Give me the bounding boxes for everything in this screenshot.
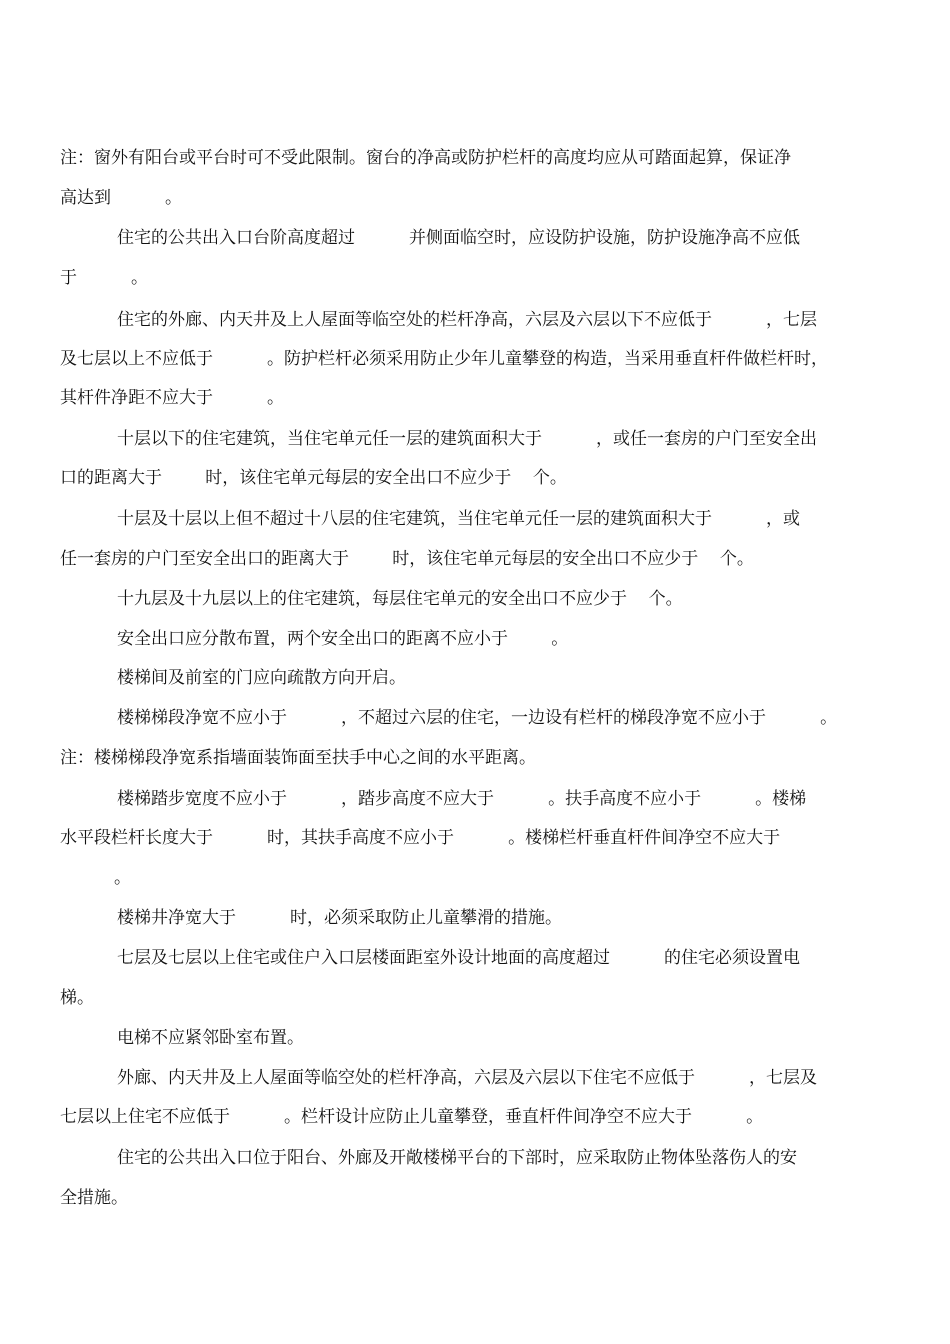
text-line: 住宅的外廊、内天井及上人屋面等临空处的栏杆净高，六层及六层以下不应低于 ，七层 [117,310,818,330]
text-line: 安全出口应分散布置，两个安全出口的距离不应小于 。 [117,629,569,649]
text-line: 水平段栏杆长度大于 时，其扶手高度不应小于 。楼梯栏杆垂直杆件间净空不应大于 [60,828,781,848]
text-line: 外廊、内天井及上人屋面等临空处的栏杆净高，六层及六层以下住宅不应低于 ，七层及 [117,1068,818,1088]
text-line: 七层及七层以上住宅或住户入口层楼面距室外设计地面的高度超过 的住宅必须设置电 [117,948,801,968]
text-line: 十层及十层以上但不超过十八层的住宅建筑，当住宅单元任一层的建筑面积大于 ，或 [117,509,801,529]
text-line: 注：窗外有阳台或平台时可不受此限制。窗台的净高或防护栏杆的高度均应从可踏面起算，保证净 [60,148,791,168]
text-line: 十九层及十九层以上的住宅建筑，每层住宅单元的安全出口不应少于 个。 [117,589,683,609]
text-line: 楼梯踏步宽度不应小于 ，踏步高度不应大于 。扶手高度不应小于 。楼梯 [117,789,807,809]
text-line: 楼梯梯段净宽不应小于 ，不超过六层的住宅，一边设有栏杆的梯段净宽不应小于 。 [117,708,838,728]
text-line: 电梯不应紧邻卧室布置。 [117,1028,304,1048]
text-line: 楼梯井净宽大于 时，必须采取防止儿童攀滑的措施。 [117,908,563,928]
text-line: 于 。 [60,268,149,288]
text-line: 十层以下的住宅建筑，当住宅单元任一层的建筑面积大于 ，或任一套房的户门至安全出 [117,429,818,449]
text-line: 楼梯间及前室的门应向疏散方向开启。 [117,668,406,688]
text-line: 注：楼梯梯段净宽系指墙面装饰面至扶手中心之间的水平距离。 [60,748,536,768]
text-line: 及七层以上不应低于 。防护栏杆必须采用防止少年儿童攀登的构造，当采用垂直杆件做栏杆时， [60,349,829,369]
text-line: 七层以上住宅不应低于 。栏杆设计应防止儿童攀登，垂直杆件间净空不应大于 。 [60,1107,764,1127]
text-line: 任一套房的户门至安全出口的距离大于 时，该住宅单元每层的安全出口不应少于 个。 [60,549,754,569]
text-line: 其杆件净距不应大于 。 [60,388,285,408]
text-line: 。 [60,868,132,888]
text-line: 梯。 [60,988,94,1008]
text-line: 住宅的公共出入口位于阳台、外廊及开敞楼梯平台的下部时，应采取防止物体坠落伤人的安 [117,1148,797,1168]
text-line: 住宅的公共出入口台阶高度超过 并侧面临空时，应设防护设施，防护设施净高不应低 [117,228,801,248]
text-line: 全措施。 [60,1188,128,1208]
text-line: 高达到 。 [60,188,183,208]
text-line: 口的距离大于 时，该住宅单元每层的安全出口不应少于 个。 [60,468,567,488]
